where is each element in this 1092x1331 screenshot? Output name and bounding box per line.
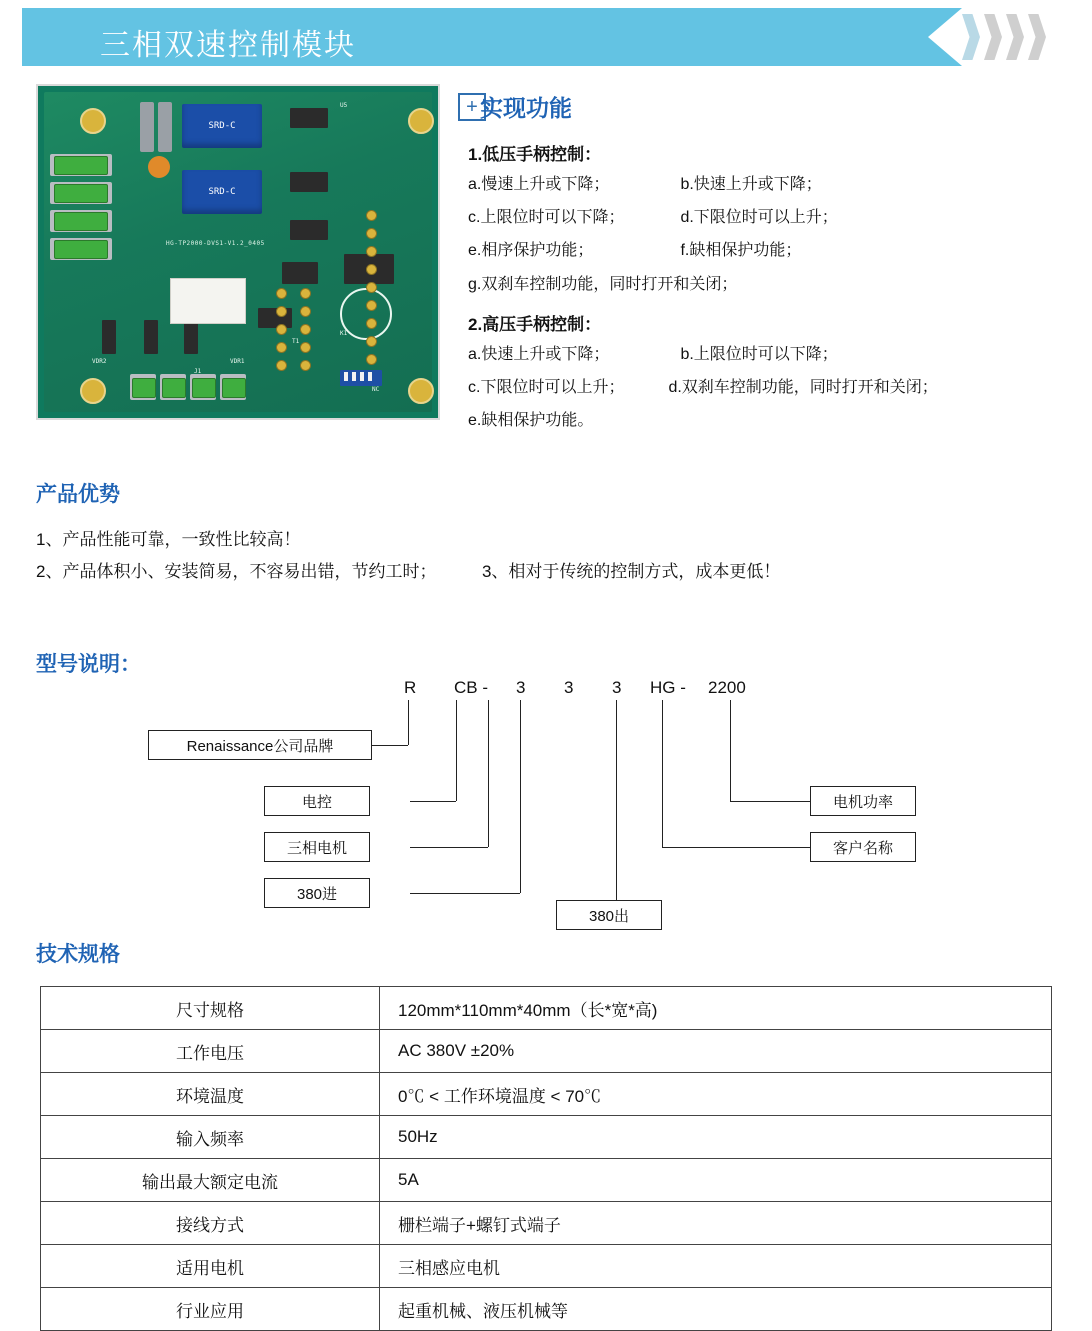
model-diagram [36, 670, 1056, 950]
feature-item: e.缺相保护功能。 [468, 412, 594, 430]
silk-label-nc: NC [372, 386, 380, 393]
feature-item: b.快速上升或下降； [680, 176, 822, 193]
chevron-right-icon [962, 14, 980, 60]
spec-key: 接线方式 [41, 1202, 380, 1245]
feature-item: a.慢速上升或下降； [468, 176, 610, 193]
spec-key: 尺寸规格 [41, 987, 380, 1030]
model-code-part: 2200 [708, 678, 746, 697]
pin-pad [300, 360, 311, 371]
chevron-right-icon [984, 14, 1002, 60]
spec-value: 栅栏端子+螺钉式端子 [380, 1202, 1052, 1245]
spec-value: 0℃ < 工作环境温度 < 70℃ [380, 1073, 1052, 1116]
pin-pad [366, 336, 377, 347]
screw-terminal [192, 378, 216, 398]
spec-value: 120mm*110mm*40mm（长*宽*高) [380, 987, 1052, 1030]
model-code-part: CB - [454, 678, 488, 697]
pin-pad [276, 306, 287, 317]
product-photo [36, 84, 440, 420]
table-row [41, 1159, 1052, 1202]
feature-item: a.快速上升或下降； [468, 345, 610, 363]
features-header [458, 90, 1058, 126]
leader-line [488, 700, 489, 847]
spec-value: AC 380V ±20% [380, 1030, 1052, 1073]
table-row [41, 1288, 1052, 1331]
leader-line [616, 700, 617, 915]
pcb-print-label: HG-TP2000-DVS1-V1.2_0405 [166, 240, 265, 247]
silk-label-t1: T1 [292, 338, 300, 345]
table-row [41, 1073, 1052, 1116]
pin-pad [366, 264, 377, 275]
page-header [0, 0, 1092, 74]
pin-pad [300, 306, 311, 317]
leader-line [410, 801, 456, 802]
feature-group-title: 2.高压手柄控制： [468, 314, 602, 334]
pin-pad [300, 324, 311, 335]
ic-chip [290, 172, 328, 192]
leader-line [730, 801, 810, 802]
advantage-item: 2、产品体积小、安装简易，不容易出错，节约工时； [36, 562, 437, 582]
features-section [458, 90, 1058, 442]
spec-key: 输入频率 [41, 1116, 380, 1159]
capacitor [148, 156, 170, 178]
feature-group-title: 1.低压手柄控制： [468, 145, 602, 164]
screw-terminal [54, 240, 108, 259]
silk-label-u5: U5 [340, 102, 348, 109]
capacitor [158, 102, 172, 152]
mounting-pad [408, 378, 434, 404]
dip-switch[interactable] [340, 370, 382, 386]
model-code-part: 3 [516, 678, 526, 697]
feature-item: b.上限位时可以下降； [680, 345, 838, 363]
ic-chip [282, 262, 318, 284]
ic-chip [290, 108, 328, 128]
table-row [41, 1030, 1052, 1073]
pin-pad [276, 288, 287, 299]
pin-pad [366, 354, 377, 365]
feature-row [468, 343, 1058, 366]
mounting-pad [408, 108, 434, 134]
spec-title: 技术规格 [36, 943, 120, 966]
silk-label-j1: J1 [194, 368, 202, 375]
pin-pad [276, 360, 287, 371]
advantages-list [36, 524, 1036, 589]
feature-row [468, 273, 1058, 296]
leader-line [410, 893, 520, 894]
silk-label-vdr2: VDR2 [92, 358, 107, 365]
feature-item: c.下限位时可以上升； [468, 378, 625, 396]
leader-line [730, 700, 731, 801]
pin-pad [366, 282, 377, 293]
ic-chip [290, 220, 328, 240]
feature-item: d.下限位时可以上升； [680, 209, 838, 227]
model-code-part: 3 [564, 678, 574, 697]
table-row [41, 1116, 1052, 1159]
spec-key: 环境温度 [41, 1073, 380, 1116]
spec-key: 工作电压 [41, 1030, 380, 1073]
table-row [41, 987, 1052, 1030]
spec-value: 起重机械、液压机械等 [380, 1288, 1052, 1331]
feature-item: c.上限位时可以下降； [468, 209, 625, 227]
spec-value: 5A [380, 1159, 1052, 1202]
relay-component: SRD-C [182, 170, 262, 214]
pin-pad [366, 210, 377, 221]
relay-component: SRD-C [182, 104, 262, 148]
advantage-item: 3、相对于传统的控制方式，成本更低！ [481, 562, 781, 582]
leader-line [408, 700, 409, 745]
transistor [184, 320, 198, 354]
pin-pad [300, 342, 311, 353]
model-label-input: 380进 [264, 878, 370, 908]
feature-item: g.双刹车控制功能，同时打开和关闭； [468, 275, 738, 293]
model-code-part: R [404, 678, 417, 697]
screw-terminal [54, 184, 108, 203]
leader-line [372, 745, 408, 746]
screw-terminal [162, 378, 186, 398]
capacitor [140, 102, 154, 152]
model-title: 型号说明： [36, 653, 141, 676]
feature-row [468, 239, 1058, 262]
transistor [102, 320, 116, 354]
pin-pad [276, 324, 287, 335]
leader-line [520, 700, 521, 893]
plus-icon: + [458, 93, 486, 121]
feature-row [468, 206, 1058, 229]
spec-key: 行业应用 [41, 1288, 380, 1331]
feature-row [468, 376, 1058, 399]
pin-pad [276, 342, 287, 353]
spec-value: 50Hz [380, 1116, 1052, 1159]
model-label-brand: Renaissance公司品牌 [148, 730, 372, 760]
silk-label-k1: K1 [340, 330, 348, 337]
pin-pad [300, 288, 311, 299]
white-module [170, 278, 246, 324]
pin-pad [366, 318, 377, 329]
advantage-item: 1、产品性能可靠，一致性比较高！ [36, 530, 301, 549]
transformer [340, 288, 392, 340]
screw-terminal [132, 378, 156, 398]
spec-key: 适用电机 [41, 1245, 380, 1288]
features-title: 实现功能 [480, 95, 572, 121]
model-code-part: HG - [650, 678, 686, 697]
pin-pad [366, 228, 377, 239]
chevron-right-icon [1028, 14, 1046, 60]
silk-label-vdr1: VDR1 [230, 358, 245, 365]
feature-item: f.缺相保护功能； [680, 242, 802, 260]
model-code-part: 3 [612, 678, 622, 697]
feature-item: d.双刹车控制功能，同时打开和关闭； [668, 378, 938, 396]
screw-terminal [54, 156, 108, 175]
spec-value: 三相感应电机 [380, 1245, 1052, 1288]
spec-key: 输出最大额定电流 [41, 1159, 380, 1202]
model-label-motor: 三相电机 [264, 832, 370, 862]
advantages-title: 产品优势 [36, 483, 120, 506]
model-label-control: 电控 [264, 786, 370, 816]
chevron-right-icon [1006, 14, 1024, 60]
chevron-decoration [962, 10, 1072, 64]
table-row [41, 1245, 1052, 1288]
feature-row [468, 173, 1058, 196]
feature-item: e.相序保护功能； [468, 242, 594, 260]
spec-table [40, 986, 1052, 1331]
leader-line [456, 700, 457, 801]
pin-pad [366, 300, 377, 311]
pcb-body [44, 92, 432, 412]
model-label-customer: 客户名称 [810, 832, 916, 862]
feature-row [468, 409, 1058, 432]
page-title: 三相双速控制模块 [100, 29, 356, 62]
model-label-output: 380出 [556, 900, 662, 930]
leader-line [662, 847, 810, 848]
table-row [41, 1202, 1052, 1245]
leader-line [662, 700, 663, 847]
mounting-pad [80, 378, 106, 404]
advantage-row [36, 556, 1036, 588]
screw-terminal [222, 378, 246, 398]
screw-terminal [54, 212, 108, 231]
pin-pad [366, 246, 377, 257]
mounting-pad [80, 108, 106, 134]
model-label-power: 电机功率 [810, 786, 916, 816]
transistor [144, 320, 158, 354]
leader-line [410, 847, 488, 848]
